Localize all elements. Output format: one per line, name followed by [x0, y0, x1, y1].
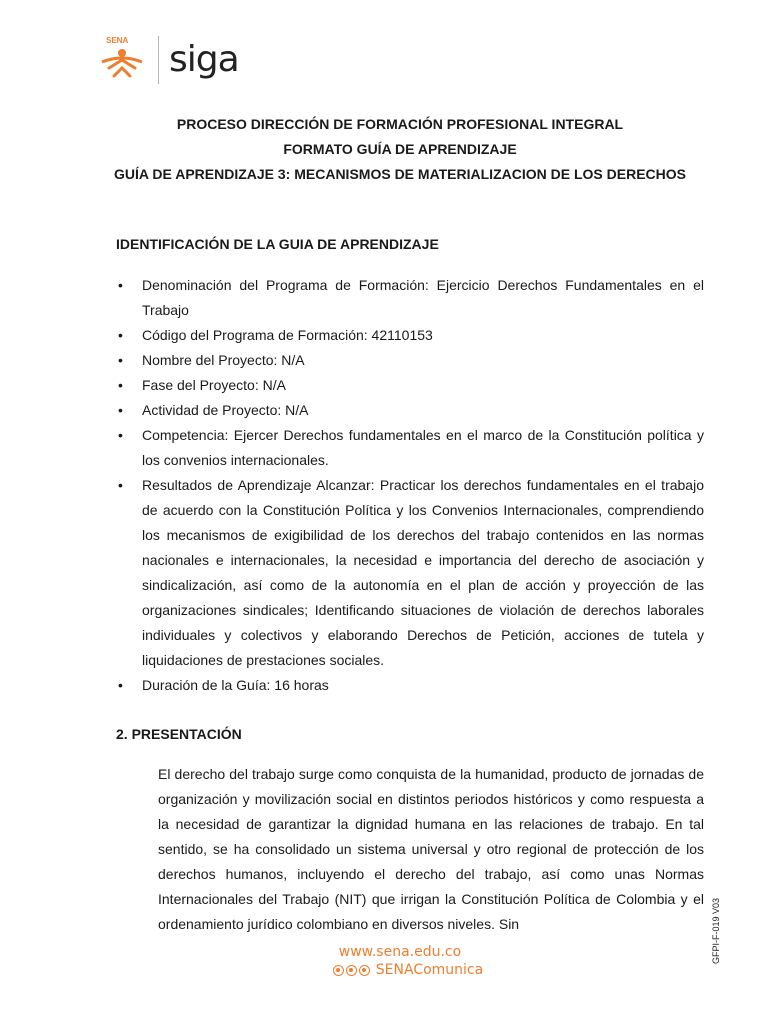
identification-list	[116, 273, 704, 698]
title-process: PROCESO DIRECCIÓN DE FORMACIÓN PROFESIONAL INTEGRAL	[176, 116, 624, 132]
list-item: • Resultados de Aprendizaje Alcanzar: Practicar los derechos fundamentales en el trabajo de acuerdo con la Constitución Política y los Convenios Internacionales, comprendiendo los mecanismos de exigibilidad de los derechos del trabajo contenidos en las normas nacionales e internacionales, la necesidad e importancia del derecho de asociación y sindicalización, así como de la autonomía en el plan de acción y proyección de las organizaciones sindicales; Identificando situaciones de violación de derechos laborales individuales y colectivos y elaborando Derechos de Petición, acciones de tutela y liquidaciones de prestaciones sociales.	[116, 473, 704, 673]
document-titles	[0, 112, 768, 187]
title-format: FORMATO GUÍA DE APRENDIZAJE	[283, 141, 517, 157]
footer-social-name: SENAComunica	[375, 962, 484, 978]
logo-divider	[158, 36, 159, 84]
identification-heading: IDENTIFICACIÓN DE LA GUIA DE APRENDIZAJE	[116, 236, 439, 252]
sena-logo-label: SENA	[106, 35, 129, 45]
footer-url[interactable]: www.sena.edu.co	[338, 944, 462, 960]
presentation-heading: 2. PRESENTACIÓN	[116, 726, 242, 742]
facebook-icon[interactable]	[333, 965, 344, 976]
siga-logo: siga	[169, 39, 239, 80]
doc-code-text: GFPI-F-019 V03	[711, 897, 721, 964]
page-header	[96, 30, 239, 90]
list-item: • Competencia: Ejercer Derechos fundamentales en el marco de la Constitución política y los convenios internacionales.	[116, 423, 704, 473]
presentation-paragraph: El derecho del trabajo surge como conquista de la humanidad, producto de jornadas de organización y movilización social en distintos periodos históricos y como respuesta a la necesidad de garantizar la dignidad humana en las relaciones de trabajo. En tal sentido, se ha consolidado un sistema universal y otro regional de protección de los derechos humanos, incluyendo el derecho del trabajo, así como unas Normas Internacionales del Trabajo (NIT) que irrigan la Constitución Política de Colombia y el ordenamiento jurídico colombiano en diversos niveles. Sin	[158, 766, 704, 932]
list-item: • Nombre del Proyecto: N/A	[116, 348, 704, 373]
list-item: • Actividad de Proyecto: N/A	[116, 398, 704, 423]
instagram-icon[interactable]	[346, 965, 357, 976]
list-item: • Denominación del Programa de Formación: Ejercicio Derechos Fundamentales en el Trabajo	[116, 273, 704, 323]
list-item: • Duración de la Guía: 16 horas	[116, 673, 704, 698]
twitter-icon[interactable]	[359, 965, 370, 976]
footer-social	[333, 962, 483, 978]
title-guide: GUÍA DE APRENDIZAJE 3: MECANISMOS DE MATERIALIZACION DE LOS DERECHOS	[114, 166, 686, 182]
sena-logo	[96, 32, 148, 89]
list-item: • Código del Programa de Formación: 42110153	[116, 323, 704, 348]
list-item: • Fase del Proyecto: N/A	[116, 373, 704, 398]
page-footer	[0, 942, 768, 981]
